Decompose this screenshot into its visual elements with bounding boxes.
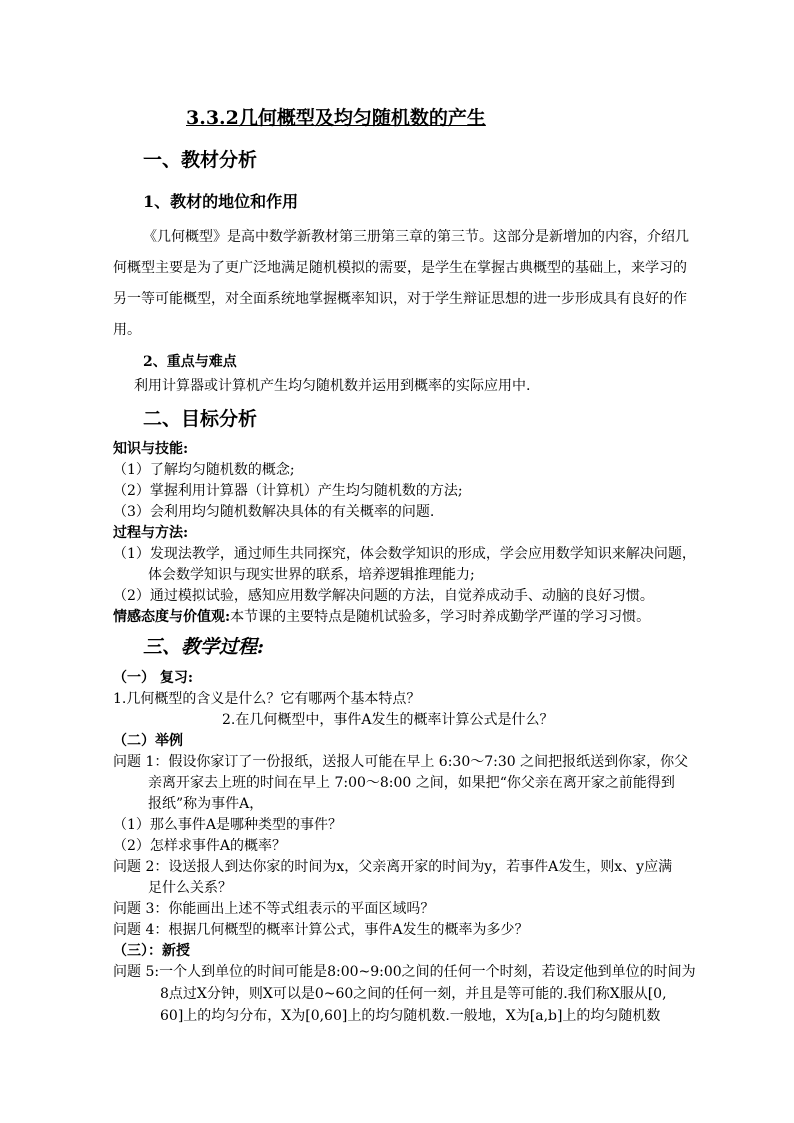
- example-label: （二）举例: [113, 733, 183, 749]
- paragraph-line: 《几何概型》是高中数学新教材第三册第三章的第三节。这部分是新增加的内容，介绍几: [143, 229, 689, 245]
- process-label: 过程与方法:: [113, 525, 189, 541]
- example-line: （1）那么事件A是哪种类型的事件？: [113, 817, 343, 833]
- example-line: 报纸”称为事件A，: [148, 796, 264, 812]
- list-item: （3）会利用均匀随机数解决具体的有关概率的问题.: [113, 504, 435, 520]
- knowledge-label: 知识与技能:: [113, 441, 189, 457]
- section-heading-3: 三、教学过程:: [143, 636, 265, 658]
- example-line: 问题 1：假设你家订了一份报纸，送报人可能在早上 6:30～7:30 之间把报纸送到你家，你父: [113, 754, 689, 770]
- new-line: 问题 5:一个人到单位的时间可能是8:00~9:00之间的任何一个时刻，若设定他到单位的时间为: [113, 964, 696, 980]
- list-item: （1）发现法教学，通过师生共同探究，体会数学知识的形成，学会应用数学知识来解决问题，: [113, 546, 696, 562]
- example-line: 亲离开家去上班的时间在早上 7:00～8:00 之间，如果把“你父亲在离开家之前能得到: [148, 775, 675, 791]
- list-item: （2）通过模拟试验，感知应用数学解决问题的方法，自觉养成动手、动脑的良好习惯。: [113, 588, 654, 604]
- paragraph-line: 用。: [113, 322, 141, 338]
- list-item: （1）了解均匀随机数的概念;: [113, 462, 295, 478]
- emotion-label: 情感态度与价值观:: [113, 609, 231, 625]
- page-title: 3.3.2几何概型及均匀随机数的产生: [186, 107, 486, 129]
- section-heading-2: 二、目标分析: [143, 408, 258, 430]
- keypoints-text: 利用计算器或计算机产生均匀随机数并运用到概率的实际应用中.: [134, 378, 531, 394]
- paragraph-line: 另一等可能概型，对全面系统地掌握概率知识，对于学生辩证思想的进一步形成具有良好的作: [113, 291, 687, 307]
- review-question: 2.在几何概型中，事件A发生的概率计算公式是什么？: [222, 712, 554, 728]
- review-label: （一） 复习:: [113, 670, 194, 686]
- list-item: （2）掌握利用计算器（计算机）产生均匀随机数的方法;: [113, 483, 463, 499]
- example-line: （2）怎样求事件A的概率？: [113, 838, 287, 854]
- emotion-text: 本节课的主要特点是随机试验多，学习时养成勤学严谨的学习习惯。: [230, 609, 651, 625]
- emotion-line: [113, 609, 650, 626]
- example-line: 问题 2：设送报人到达你家的时间为x，父亲离开家的时间为y，若事件A发生，则x、y应满: [113, 859, 673, 875]
- subheading-role: 1、教材的地位和作用: [143, 192, 299, 211]
- subheading-keypoints: 2、重点与难点: [143, 354, 237, 370]
- new-line: 8点过X分钟，则X可以是0~60之间的任何一刻，并且是等可能的.我们称X服从[0,: [160, 986, 667, 1002]
- section-heading-1: 一、教材分析: [143, 149, 258, 171]
- example-line: 问题 3：你能画出上述不等式组表示的平面区域吗？: [113, 901, 435, 917]
- example-line: 足什么关系？: [148, 880, 232, 896]
- new-line: 60]上的均匀分布，X为[0,60]上的均匀随机数.一般地，X为[a,b]上的均匀随机数: [160, 1008, 661, 1024]
- example-line: 问题 4：根据几何概型的概率计算公式，事件A发生的概率为多少？: [113, 922, 529, 938]
- paragraph-line: 何概型主要是为了更广泛地满足随机模拟的需要，是学生在掌握古典概型的基础上，来学习的: [113, 260, 687, 276]
- list-item-continuation: 体会数学知识与现实世界的联系，培养逻辑推理能力;: [148, 567, 475, 583]
- new-label: （三）：新授: [113, 943, 190, 959]
- review-question: 1.几何概型的含义是什么？它有哪两个基本特点？: [113, 691, 421, 707]
